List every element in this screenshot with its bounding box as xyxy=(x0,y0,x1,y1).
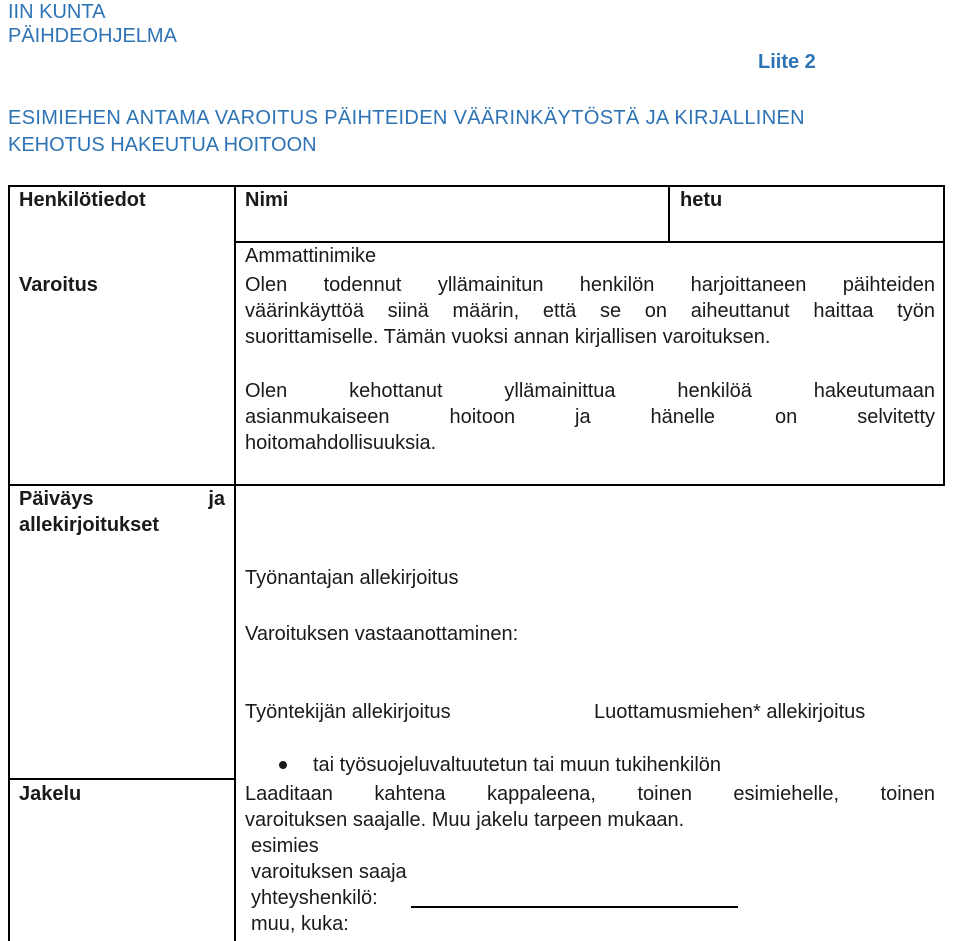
organization-name: IIN KUNTA xyxy=(8,1,106,23)
distribution-item-supervisor: esimies xyxy=(251,835,319,857)
distribution-label: Jakelu xyxy=(19,783,82,805)
signatures-label-line-2: allekirjoitukset xyxy=(19,514,160,536)
bullet-icon xyxy=(279,761,287,769)
table-left-border xyxy=(8,185,10,941)
table-right-border-upper xyxy=(943,185,945,485)
signatures-label-line-1: Päiväys ja xyxy=(19,488,225,510)
referral-text-line-1: Olen kehottanut yllämainittua henkilöä hakeutumaan xyxy=(245,380,935,402)
hetu-label: hetu xyxy=(680,189,723,211)
personal-info-label: Henkilötiedot xyxy=(19,189,146,211)
referral-text-line-2: asianmukaiseen hoitoon ja hänelle on selvitetty xyxy=(245,406,935,428)
distribution-item-contact: yhteyshenkilö: xyxy=(251,887,378,909)
warning-text-line-2: väärinkäyttöä siinä määrin, että se on aiheuttanut haittaa työn xyxy=(245,300,935,322)
distribution-text-line-2: varoituksen saajalle. Muu jakelu tarpeen mukaan. xyxy=(245,809,685,831)
warning-text-line-3: suorittamiselle. Tämän vuoksi annan kirjallisen varoituksen. xyxy=(245,326,771,348)
table-column-divider xyxy=(234,185,236,941)
referral-text-line-3: hoitomahdollisuuksia. xyxy=(245,432,437,454)
document-title-line-1: ESIMIEHEN ANTAMA VAROITUS PÄIHTEIDEN VÄÄRINKÄYTÖSTÄ JA KIRJALLINEN xyxy=(8,107,805,129)
contact-blank-line[interactable] xyxy=(411,906,738,908)
table-top-border xyxy=(8,185,945,187)
name-hetu-divider xyxy=(668,185,670,241)
job-title-label: Ammattinimike xyxy=(245,245,377,267)
employer-signature-label: Työnantajan allekirjoitus xyxy=(245,567,459,589)
warning-label: Varoitus xyxy=(19,274,98,296)
document-title-line-2: KEHOTUS HAKEUTUA HOITOON xyxy=(8,134,317,156)
warning-text-line-1: Olen todennut yllämainitun henkilön harjoittaneen päihteiden xyxy=(245,274,935,296)
signatures-row-border xyxy=(8,778,236,780)
distribution-text-line-1: Laaditaan kahtena kappaleena, toinen esimiehelle, toinen xyxy=(245,783,935,805)
bullet-note: tai työsuojeluvaltuutetun tai muun tukihenkilön xyxy=(313,754,722,776)
document-title xyxy=(8,105,958,159)
employee-signature-label: Työntekijän allekirjoitus xyxy=(245,701,451,723)
program-name: PÄIHDEOHJELMA xyxy=(8,25,177,47)
steward-signature-label: Luottamusmiehen* allekirjoitus xyxy=(594,701,866,723)
distribution-item-other: muu, kuka: xyxy=(251,913,349,935)
receipt-label: Varoituksen vastaanottaminen: xyxy=(245,623,519,645)
name-label: Nimi xyxy=(245,189,289,211)
distribution-item-recipient: varoituksen saaja xyxy=(251,861,407,883)
attachment-label: Liite 2 xyxy=(758,51,816,73)
